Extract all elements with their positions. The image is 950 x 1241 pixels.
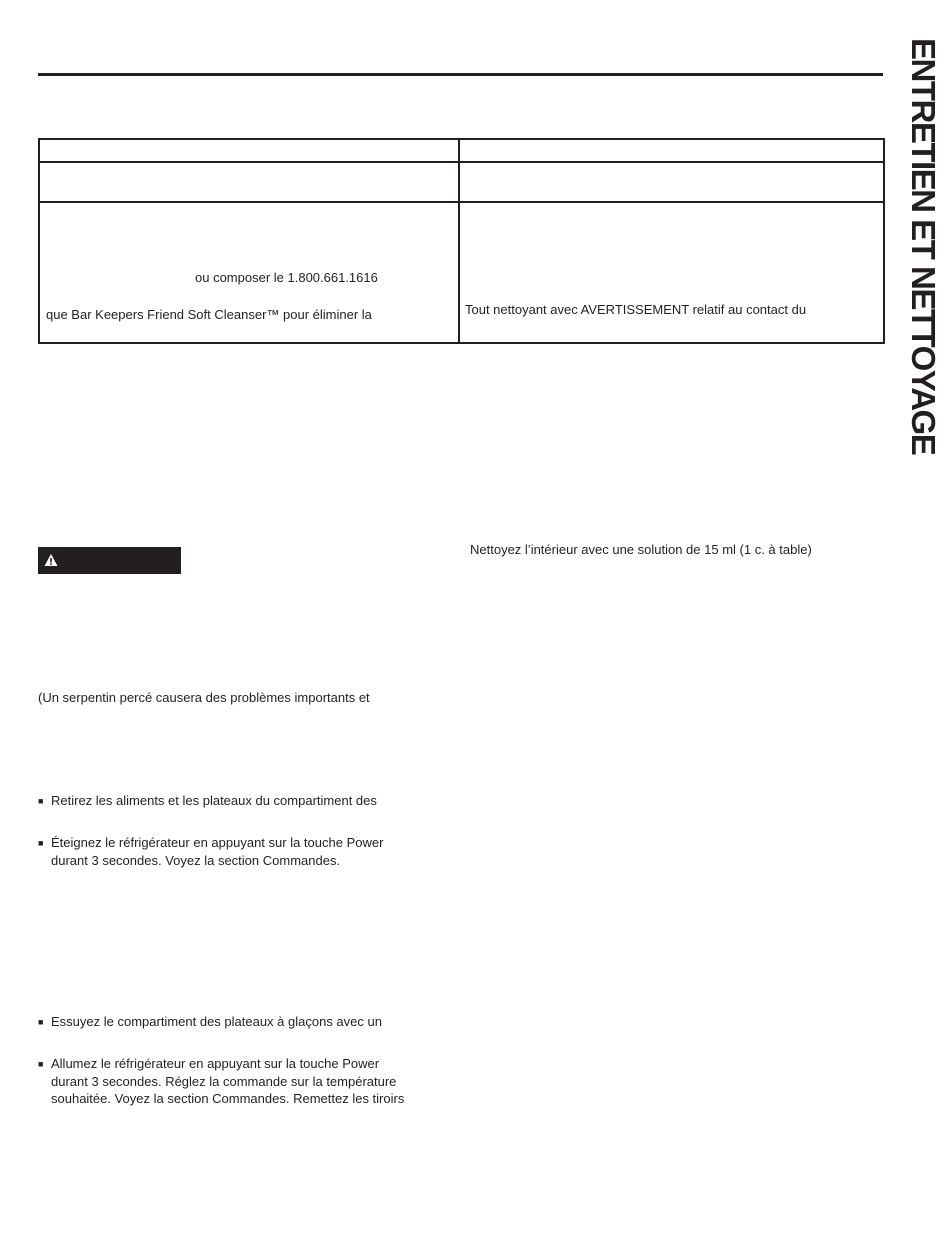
section-title: ENTRETIEN ET NETTOYAGE	[905, 38, 942, 455]
bullet-square-icon: ■	[38, 1059, 44, 1069]
table-cell-left	[39, 162, 459, 202]
list-item: ■ Éteignez le réfrigérateur en appuyant sur la touche Power durant 3 secondes. Voyez la section Commandes.	[38, 835, 384, 868]
coil-note: (Un serpentin percé causera des problèmes importants et	[38, 690, 370, 705]
bullet-square-icon: ■	[38, 838, 44, 848]
interior-cleaning-text: Nettoyez l’intérieur avec une solution de 15 ml (1 c. à table)	[470, 542, 812, 557]
table-cell-right	[459, 162, 884, 202]
table-header-row	[39, 139, 884, 162]
phone-text: ou composer le 1.800.661.1616	[195, 270, 378, 285]
bullet-square-icon: ■	[38, 796, 44, 806]
table-cell-left	[39, 202, 459, 343]
table-row	[39, 202, 884, 343]
cleanser-text: que Bar Keepers Friend Soft Cleanser™ pour éliminer la	[46, 307, 372, 322]
warning-triangle-icon	[44, 553, 58, 567]
table-row	[39, 162, 884, 202]
list-item: ■ Allumez le réfrigérateur en appuyant sur la touche Power durant 3 secondes. Réglez la commande sur la température souhaitée. Voyez la section Commandes. Remettez les tiroirs	[38, 1056, 405, 1106]
list-item: ■ Retirez les aliments et les plateaux du compartiment des	[38, 793, 377, 808]
table-header-cell-left	[39, 139, 459, 162]
warning-cleaner-text: Tout nettoyant avec AVERTISSEMENT relatif au contact du	[465, 302, 807, 317]
list-item: ■ Essuyez le compartiment des plateaux à glaçons avec un	[38, 1014, 382, 1029]
table-header-cell-right	[459, 139, 884, 162]
table-cell-right	[459, 202, 884, 343]
cleaning-table	[38, 138, 885, 344]
top-rule	[38, 73, 883, 76]
warning-banner	[38, 547, 181, 574]
bullet-square-icon: ■	[38, 1017, 44, 1027]
